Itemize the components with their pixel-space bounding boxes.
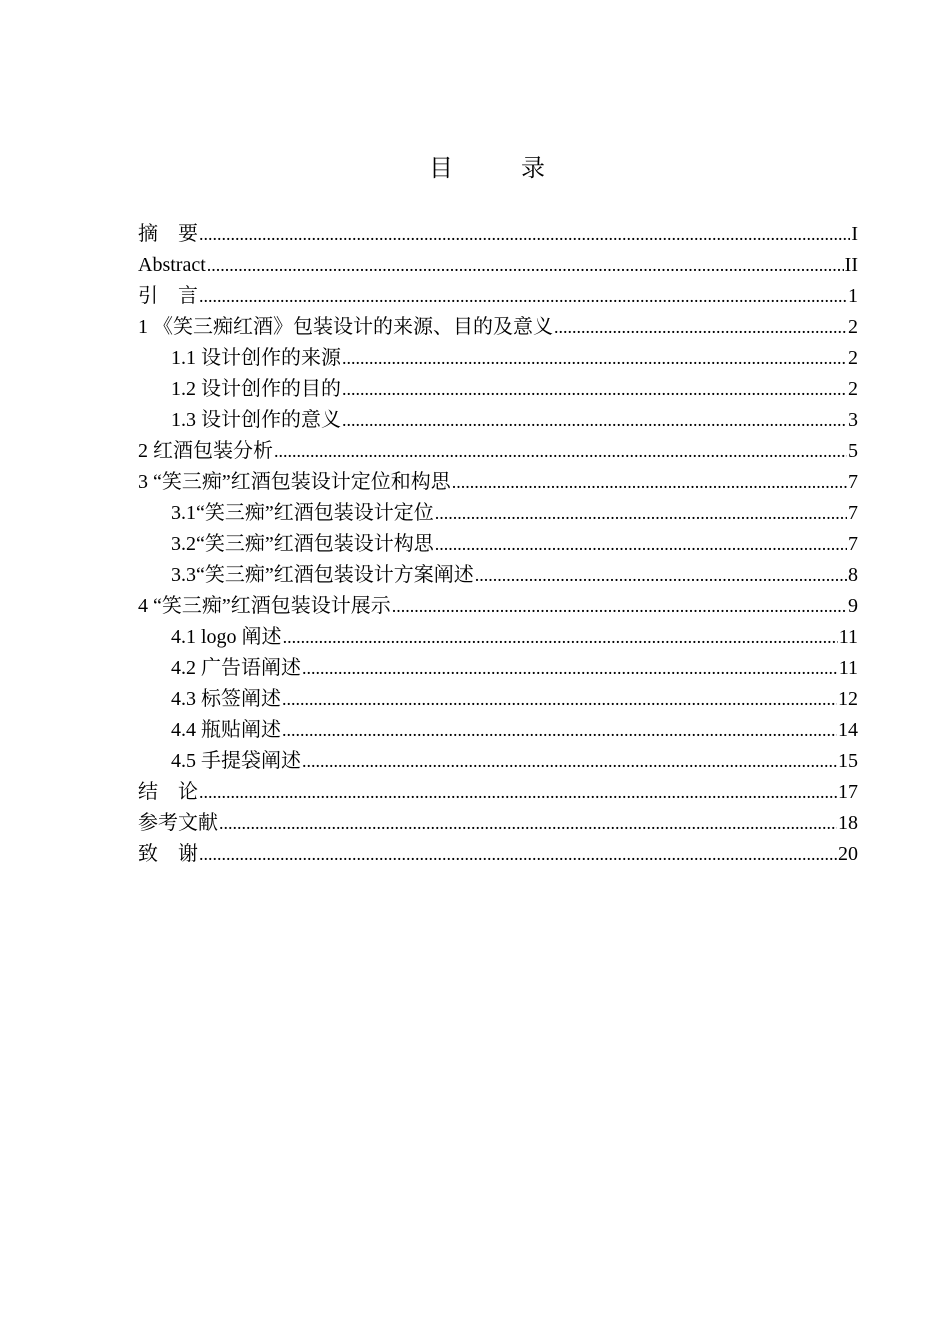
toc-entry-label: 4.2 广告语阐述 bbox=[171, 657, 301, 679]
toc-entry[interactable] bbox=[138, 281, 858, 312]
toc-entry-page: 8 bbox=[848, 564, 858, 586]
toc-subentry[interactable] bbox=[138, 529, 858, 560]
toc-entry-page: 7 bbox=[848, 502, 858, 524]
toc-dot-leader bbox=[554, 312, 847, 343]
toc-entry-page: 5 bbox=[848, 440, 858, 462]
toc-dot-leader bbox=[207, 250, 844, 281]
toc-entry-page: 18 bbox=[838, 812, 858, 834]
toc-subentry[interactable] bbox=[138, 498, 858, 529]
toc-entry-label: 3.1“笑三痴”红酒包装设计定位 bbox=[171, 502, 434, 524]
toc-entry-page: I bbox=[851, 223, 858, 245]
toc-entry-label: 1 《笑三痴红酒》包装设计的来源、目的及意义 bbox=[138, 316, 553, 338]
toc-entry-page: 11 bbox=[838, 626, 858, 648]
toc-entry-label: 3.3“笑三痴”红酒包装设计方案阐述 bbox=[171, 564, 474, 586]
toc-entry-label: 4.5 手提袋阐述 bbox=[171, 750, 301, 772]
toc-entry[interactable] bbox=[138, 312, 858, 343]
toc-entry-label: 1.3 设计创作的意义 bbox=[171, 409, 341, 431]
toc-entry-page: 2 bbox=[848, 316, 858, 338]
toc-entry[interactable] bbox=[138, 250, 858, 281]
toc-dot-leader bbox=[342, 374, 847, 405]
toc-entry-label: 摘 要 bbox=[138, 223, 198, 245]
toc-dot-leader bbox=[199, 281, 847, 312]
toc-entry-label: 2 红酒包装分析 bbox=[138, 440, 273, 462]
toc-entry-page: 1 bbox=[848, 285, 858, 307]
toc-dot-leader bbox=[282, 715, 837, 746]
toc-entry-page: 9 bbox=[848, 595, 858, 617]
toc-entry-label: Abstract bbox=[138, 254, 206, 276]
toc-subentry[interactable] bbox=[138, 343, 858, 374]
toc-entry-label: 3.2“笑三痴”红酒包装设计构思 bbox=[171, 533, 434, 555]
toc-entry-page: 11 bbox=[838, 657, 858, 679]
toc-dot-leader bbox=[199, 777, 837, 808]
toc-entry[interactable] bbox=[138, 591, 858, 622]
toc-subentry[interactable] bbox=[138, 374, 858, 405]
toc-entry-page: 20 bbox=[838, 843, 858, 865]
toc-dot-leader bbox=[302, 653, 838, 684]
toc-dot-leader bbox=[475, 560, 847, 591]
toc-entry-page: 7 bbox=[848, 533, 858, 555]
toc-dot-leader bbox=[302, 746, 837, 777]
toc-entry-page: 2 bbox=[848, 347, 858, 369]
toc-dot-leader bbox=[342, 405, 847, 436]
toc-entry-label: 引 言 bbox=[138, 285, 198, 307]
toc-subentry[interactable] bbox=[138, 746, 858, 777]
toc-entry-page: 7 bbox=[848, 471, 858, 493]
toc-entry-page: 2 bbox=[848, 378, 858, 400]
toc-entry-label: 1.1 设计创作的来源 bbox=[171, 347, 341, 369]
toc-dot-leader bbox=[283, 622, 838, 653]
toc-entry-label: 1.2 设计创作的目的 bbox=[171, 378, 341, 400]
toc-subentry[interactable] bbox=[138, 653, 858, 684]
toc-dot-leader bbox=[199, 219, 850, 250]
toc-entry-label: 结 论 bbox=[138, 781, 198, 803]
toc-entry[interactable] bbox=[138, 436, 858, 467]
table-of-contents bbox=[138, 219, 858, 870]
toc-dot-leader bbox=[274, 436, 847, 467]
toc-entry-label: 3 “笑三痴”红酒包装设计定位和构思 bbox=[138, 471, 451, 493]
toc-dot-leader bbox=[452, 467, 847, 498]
toc-entry-page: 17 bbox=[838, 781, 858, 803]
toc-subentry[interactable] bbox=[138, 684, 858, 715]
toc-subentry[interactable] bbox=[138, 715, 858, 746]
toc-dot-leader bbox=[282, 684, 837, 715]
toc-entry-page: II bbox=[844, 254, 858, 276]
toc-entry[interactable] bbox=[138, 808, 858, 839]
toc-entry-label: 4 “笑三痴”红酒包装设计展示 bbox=[138, 595, 391, 617]
toc-entry-page: 3 bbox=[848, 409, 858, 431]
toc-dot-leader bbox=[199, 839, 837, 870]
toc-dot-leader bbox=[435, 529, 847, 560]
toc-entry[interactable] bbox=[138, 777, 858, 808]
toc-entry[interactable] bbox=[138, 839, 858, 870]
toc-entry[interactable] bbox=[138, 467, 858, 498]
toc-subentry[interactable] bbox=[138, 560, 858, 591]
toc-entry-page: 15 bbox=[838, 750, 858, 772]
toc-dot-leader bbox=[219, 808, 837, 839]
toc-entry-label: 4.1 logo 阐述 bbox=[171, 626, 282, 648]
toc-entry-label: 4.4 瓶贴阐述 bbox=[171, 719, 281, 741]
toc-title: 目 录 bbox=[429, 156, 567, 182]
toc-dot-leader bbox=[342, 343, 847, 374]
toc-entry-label: 4.3 标签阐述 bbox=[171, 688, 281, 710]
toc-subentry[interactable] bbox=[138, 405, 858, 436]
toc-dot-leader bbox=[435, 498, 847, 529]
toc-entry-label: 致 谢 bbox=[138, 843, 198, 865]
toc-subentry[interactable] bbox=[138, 622, 858, 653]
toc-entry-page: 12 bbox=[838, 688, 858, 710]
toc-entry-label: 参考文献 bbox=[138, 812, 218, 834]
toc-entry[interactable] bbox=[138, 219, 858, 250]
toc-entry-page: 14 bbox=[838, 719, 858, 741]
toc-dot-leader bbox=[392, 591, 847, 622]
